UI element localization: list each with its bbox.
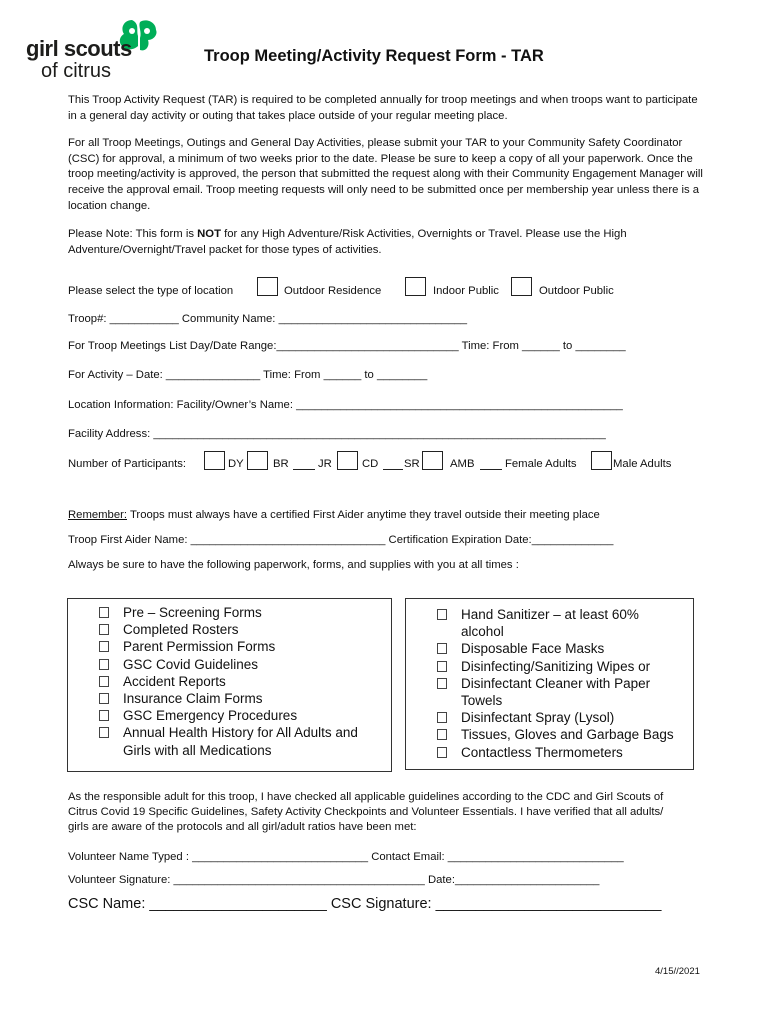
- checkbox-icon[interactable]: [99, 693, 109, 704]
- facility-address-field[interactable]: Facility Address: ________________________________________________________________________: [68, 428, 606, 440]
- participants-jr-blank[interactable]: [293, 469, 315, 470]
- participants-dy-label: DY: [228, 458, 244, 470]
- list-item[interactable]: [99, 604, 379, 621]
- list-item[interactable]: [437, 744, 682, 761]
- participants-br-label: BR: [273, 458, 289, 470]
- participants-female-adults-blank[interactable]: [480, 469, 502, 470]
- intro-paragraph-1: This Troop Activity Request (TAR) is required to be completed annually for troop meetings and when troops want to participate in a general day activity or outing that takes place outside of your regular meeting place.: [68, 94, 698, 122]
- participants-dy-checkbox[interactable]: [204, 451, 225, 470]
- list-item-label: Tissues, Gloves and Garbage Bags: [461, 727, 674, 743]
- logo-wordmark-line1: girl scouts: [26, 36, 132, 61]
- list-item[interactable]: [437, 709, 682, 726]
- list-item[interactable]: [99, 656, 379, 673]
- form-revision-date: 4/15//2021: [655, 966, 700, 977]
- intro-paragraph-2: For all Troop Meetings, Outings and General Day Activities, please submit your TAR to your Community Safety Coordinator (CSC) for approval, a minimum of two weeks prior to the date. Please be sure to keep a copy of all your paperwork. Once the troop meeting/activity is approved, the person that submitted the request along with their Community Engagement Manager will receive the approval email. Troop meeting requests will only need to be submitted once per membership year unless there is a location change.: [68, 137, 703, 212]
- logo-wordmark-line2: of citrus: [41, 60, 112, 82]
- participants-amb-label: AMB: [450, 458, 475, 470]
- participants-sr-blank[interactable]: [383, 469, 403, 470]
- remember-label: Remember:: [68, 509, 128, 521]
- participants-amb-checkbox[interactable]: [422, 451, 443, 470]
- list-item-label: Annual Health History for All Adults and Girls with all Medications: [123, 725, 358, 758]
- list-item-label: Completed Rosters: [123, 622, 239, 638]
- list-item[interactable]: [99, 638, 379, 655]
- volunteer-name-email-field[interactable]: Volunteer Name Typed : ____________________________ Contact Email: ____________________________: [68, 851, 624, 863]
- participants-br-checkbox[interactable]: [247, 451, 268, 470]
- list-item-label: Insurance Claim Forms: [123, 691, 263, 707]
- form-title: Troop Meeting/Activity Request Form - TAR: [204, 47, 544, 65]
- checkbox-icon[interactable]: [437, 661, 447, 672]
- list-item-label: Pre – Screening Forms: [123, 605, 262, 620]
- volunteer-signature-date-field[interactable]: Volunteer Signature: ________________________________________ Date:_______________________: [68, 874, 600, 886]
- note-text-after: for any High Adventure/Risk Activities, Overnights or Travel. Please use the High Adventure/Overnight/Travel packet for those types of activities.: [68, 228, 627, 256]
- participants-sr-label: SR: [404, 458, 420, 470]
- attestation-paragraph: As the responsible adult for this troop, I have checked all applicable guidelines according to the CDC and Girl Scouts of Citrus Covid 19 Specific Guidelines, Safety Activity Checkpoints and Volunteer Essentials. I have verified that all adults/ girls are aware of the protocols and all girl/adult ratios have been met:: [68, 791, 664, 834]
- list-item-label: GSC Covid Guidelines: [123, 656, 259, 672]
- remember-note: [68, 509, 600, 521]
- checkbox-icon[interactable]: [99, 607, 109, 618]
- list-item[interactable]: [437, 606, 682, 640]
- remember-text: Troops must always have a certified First Aider anytime they travel outside their meeting place: [127, 509, 600, 521]
- checkbox-icon[interactable]: [99, 624, 109, 635]
- list-item-label: Accident Reports: [123, 673, 226, 689]
- outdoor-public-label: Outdoor Public: [539, 285, 614, 297]
- facility-owner-name-field[interactable]: Location Information: Facility/Owner’s Name: ____________________________________________________: [68, 399, 623, 411]
- note-not-emphasis: NOT: [197, 228, 221, 240]
- list-item-label: Disinfecting/Sanitizing Wipes or: [461, 658, 651, 674]
- participants-cd-label: CD: [362, 458, 379, 470]
- troop-number-community-field[interactable]: Troop#: ___________ Community Name: ______________________________: [68, 313, 468, 325]
- checkbox-icon[interactable]: [99, 676, 109, 687]
- checkbox-icon[interactable]: [437, 609, 447, 620]
- checkbox-icon[interactable]: [437, 643, 447, 654]
- paperwork-checklist: [99, 604, 379, 759]
- list-item-label: Disinfectant Spray (Lysol): [461, 710, 615, 726]
- outdoor-residence-checkbox[interactable]: [257, 277, 278, 296]
- participants-jr-label: JR: [318, 458, 332, 470]
- list-item[interactable]: [99, 724, 379, 758]
- indoor-public-label: Indoor Public: [433, 285, 499, 297]
- troop-meetings-date-range-field[interactable]: For Troop Meetings List Day/Date Range:_____________________________ Time: From ______ to ________: [68, 340, 626, 352]
- list-item-label: GSC Emergency Procedures: [123, 708, 298, 724]
- list-item-label: Parent Permission Forms: [123, 639, 276, 655]
- note-text-before: Please Note: This form is: [68, 228, 198, 240]
- list-item-label: Disposable Face Masks: [461, 641, 605, 657]
- supplies-checklist: [437, 606, 682, 761]
- list-item[interactable]: [437, 726, 682, 743]
- checkbox-icon[interactable]: [437, 678, 447, 689]
- checkbox-icon[interactable]: [99, 710, 109, 721]
- note-paragraph: [68, 227, 708, 258]
- outdoor-public-checkbox[interactable]: [511, 277, 532, 296]
- checkbox-icon[interactable]: [99, 659, 109, 670]
- checkbox-icon[interactable]: [99, 641, 109, 652]
- list-item[interactable]: [99, 621, 379, 638]
- list-item[interactable]: [437, 658, 682, 675]
- list-item-label: Disinfectant Cleaner with Paper Towels: [461, 675, 651, 709]
- list-item-label: Contactless Thermometers: [461, 744, 623, 760]
- list-item[interactable]: [99, 673, 379, 690]
- list-item[interactable]: [99, 707, 379, 724]
- list-item[interactable]: [437, 675, 682, 709]
- indoor-public-checkbox[interactable]: [405, 277, 426, 296]
- list-item[interactable]: [99, 690, 379, 707]
- csc-name-signature-field[interactable]: CSC Name: ______________________ CSC Signature: ____________________________: [68, 896, 662, 912]
- first-aider-certification-field[interactable]: Troop First Aider Name: _______________________________ Certification Expiration Date:_____________: [68, 534, 614, 546]
- location-type-prompt: Please select the type of location: [68, 285, 234, 297]
- checkbox-icon[interactable]: [99, 727, 109, 738]
- participants-female-adults-label: Female Adults: [505, 458, 577, 470]
- outdoor-residence-label: Outdoor Residence: [284, 285, 382, 297]
- activity-date-time-field[interactable]: For Activity – Date: _______________ Time: From ______ to ________: [68, 369, 428, 381]
- always-have-instruction: Always be sure to have the following paperwork, forms, and supplies with you at all times :: [68, 559, 519, 571]
- participants-label: Number of Participants:: [68, 458, 187, 470]
- participants-cd-checkbox[interactable]: [337, 451, 358, 470]
- checkbox-icon[interactable]: [437, 729, 447, 740]
- list-item-label: Hand Sanitizer – at least 60% alcohol: [461, 607, 639, 640]
- participants-male-adults-label: Male Adults: [613, 458, 672, 470]
- participants-male-adults-checkbox[interactable]: [591, 451, 612, 470]
- checkbox-icon[interactable]: [437, 747, 447, 758]
- list-item[interactable]: [437, 640, 682, 657]
- checkbox-icon[interactable]: [437, 712, 447, 723]
